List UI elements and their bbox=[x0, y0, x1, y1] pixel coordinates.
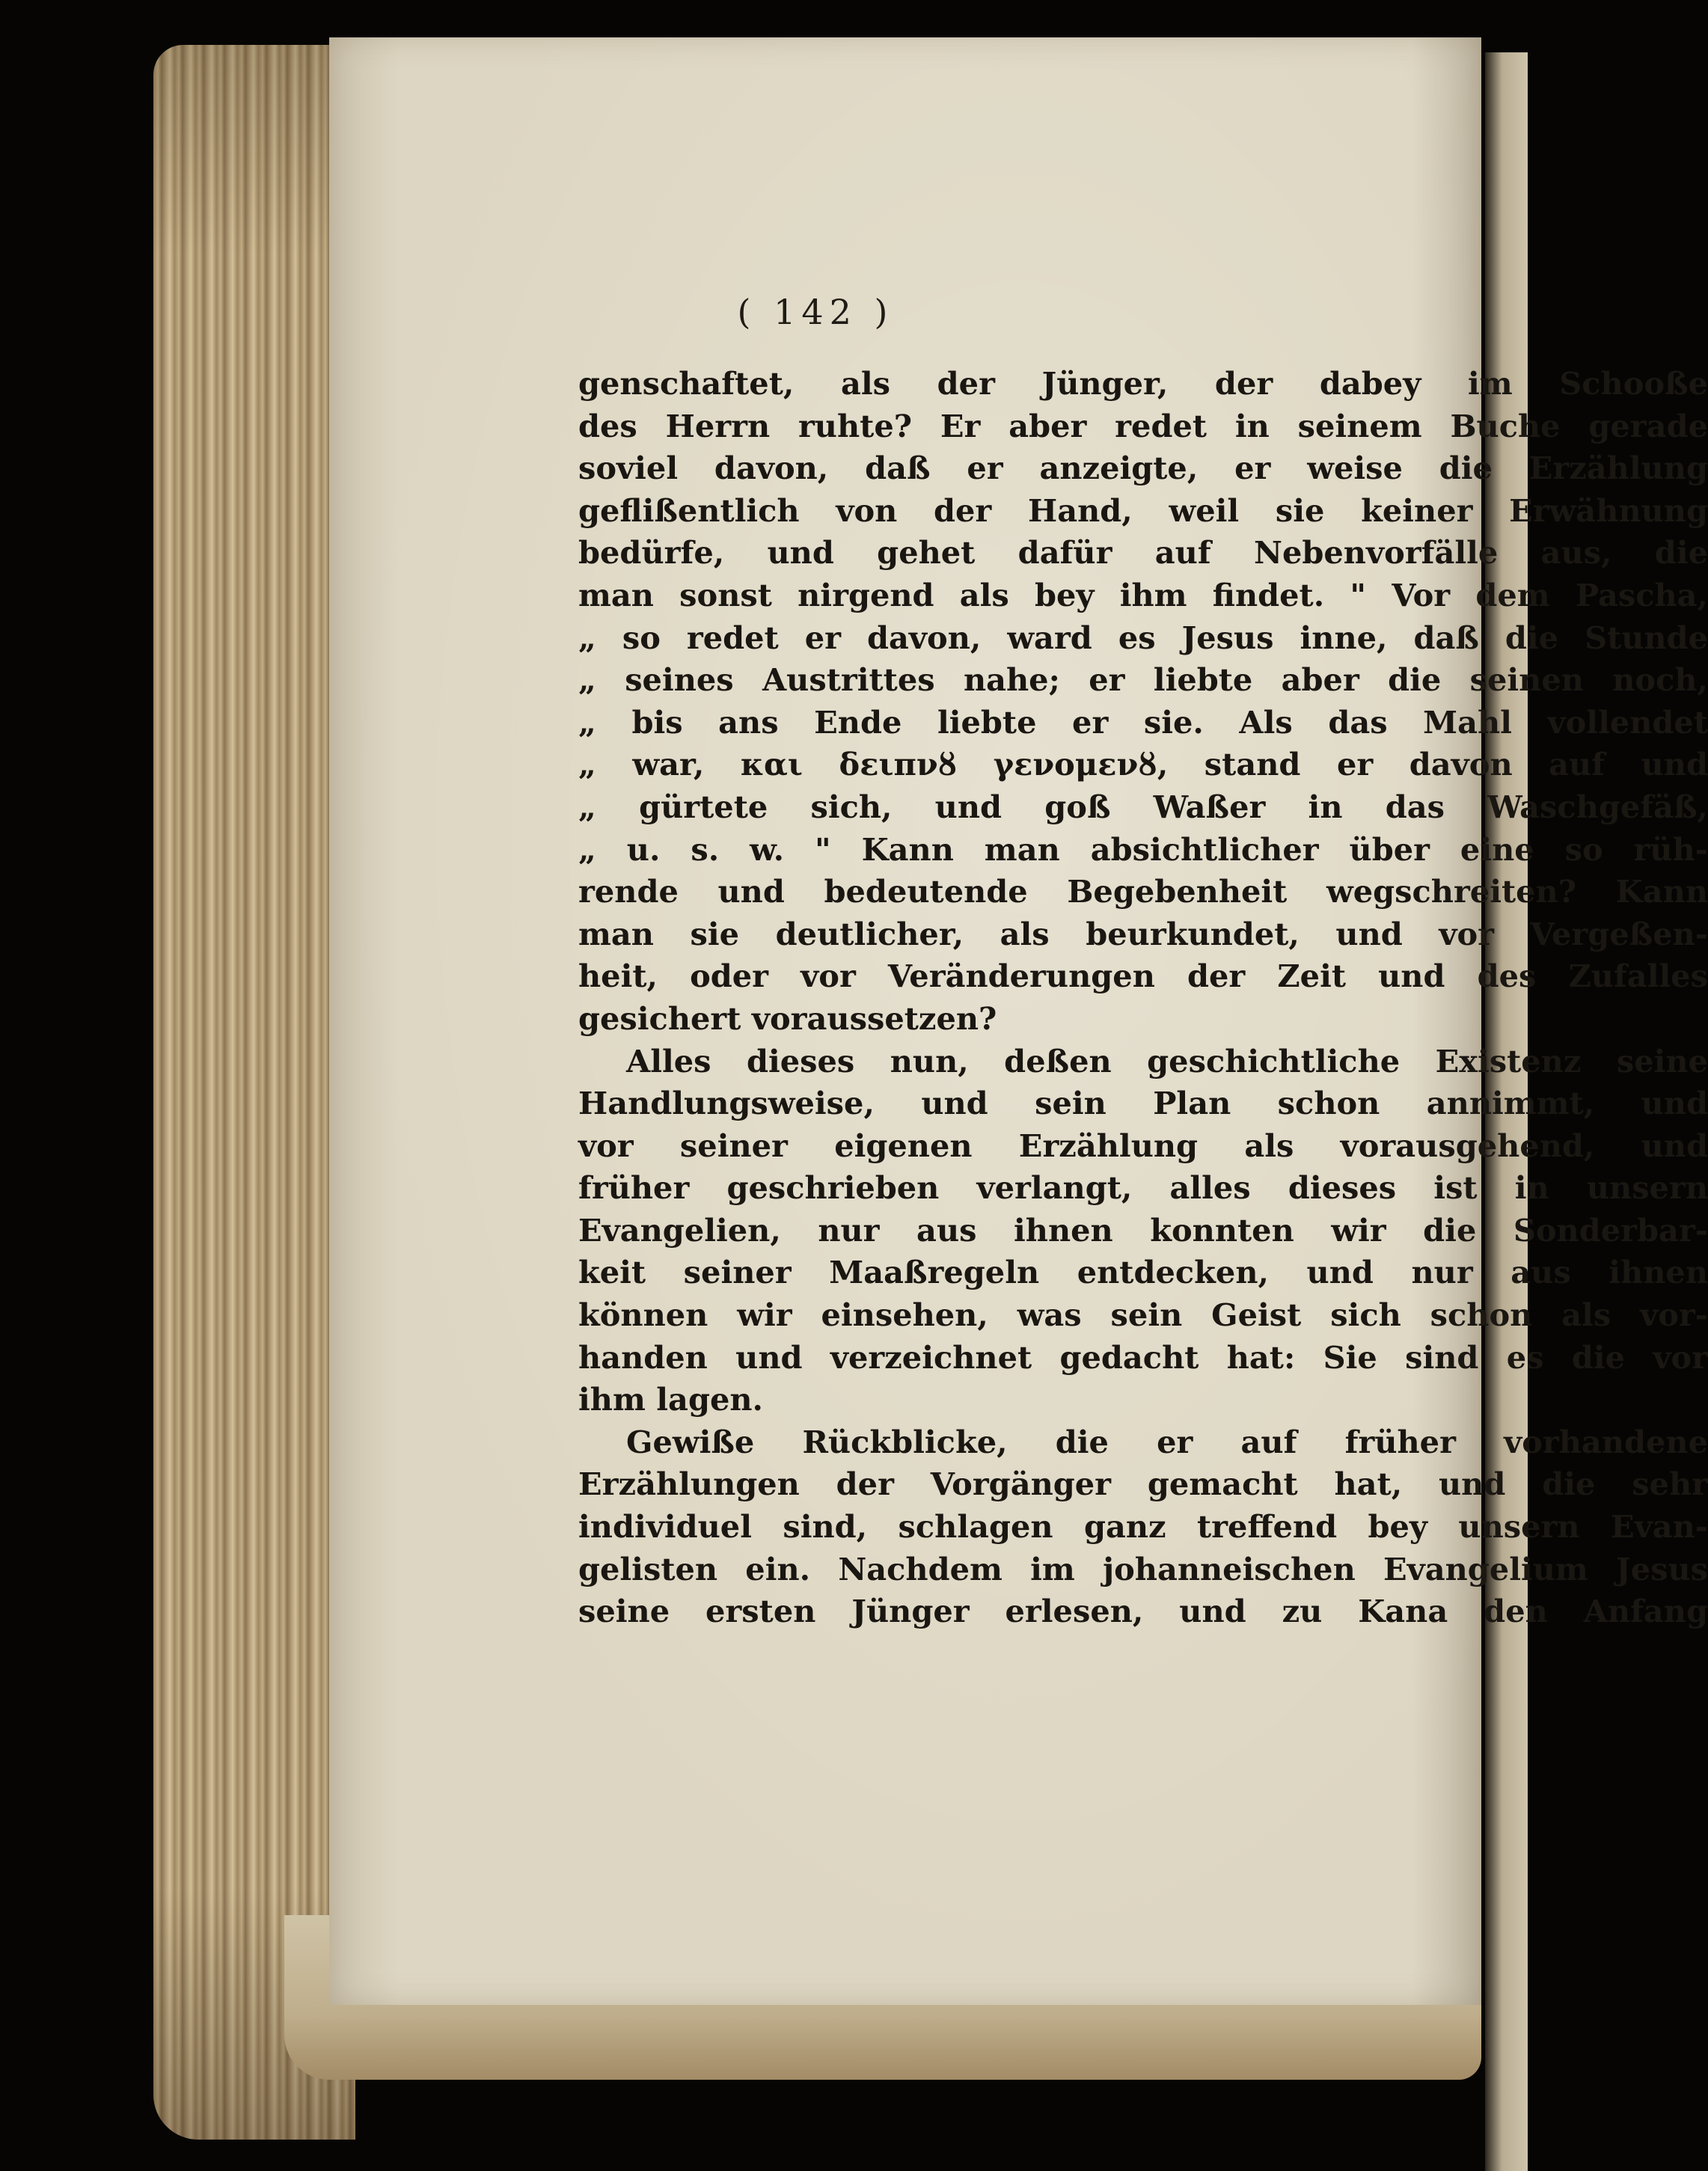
quote-line: „ u. s. w. " Kann man absichtlicher über eine so rüh- bbox=[578, 830, 1708, 868]
quote-line: „ war, και δειπνȣ γενομενȣ, stand er davon auf und bbox=[578, 746, 1708, 783]
text-line: des Herrn ruhte? Er aber redet in seinem Buche gerade bbox=[578, 407, 1708, 444]
text-line: keit seiner Maaßregeln entdecken, und nur aus ihnen bbox=[578, 1254, 1708, 1291]
text-line: geflißentlich von der Hand, weil sie keiner Erwähnung bbox=[578, 492, 1708, 529]
text-line: gelisten ein. Nachdem im johanneischen Evangelium Jesus bbox=[578, 1550, 1708, 1587]
paragraph-start-line: Gewiße Rückblicke, die er auf früher vorhandene bbox=[626, 1423, 1708, 1460]
text-line: früher geschrieben verlangt, alles dieses ist in unsern bbox=[578, 1169, 1708, 1207]
text-line: rende und bedeutende Begebenheit wegschreiten? Kann bbox=[578, 873, 1708, 910]
text-line: handen und verzeichnet gedacht hat: Sie sind es die vor bbox=[578, 1338, 1708, 1376]
text-line: Evangelien, nur aus ihnen konnten wir die Sonderbar- bbox=[578, 1211, 1708, 1249]
text-line: Handlungsweise, und sein Plan schon annimmt, und bbox=[578, 1085, 1708, 1122]
body-text bbox=[578, 363, 1708, 1633]
book-page bbox=[329, 37, 1708, 2005]
text-line: man sonst nirgend als bey ihm findet. " Vor dem Pascha, bbox=[578, 576, 1708, 613]
text-line: ihm lagen. bbox=[578, 1381, 763, 1418]
text-line: Erzählungen der Vorgänger gemacht hat, und die sehr bbox=[578, 1466, 1708, 1503]
stacked-page-edges bbox=[153, 45, 355, 2140]
text-line: seine ersten Jünger erlesen, und zu Kana den Anfang bbox=[578, 1593, 1708, 1630]
page-number: ( 142 ) bbox=[737, 292, 894, 332]
text-line: man sie deutlicher, als beurkundet, und vor Vergeßen- bbox=[578, 915, 1708, 952]
text-line: soviel davon, daß er anzeigte, er weise die Erzählung bbox=[578, 450, 1708, 487]
text-line: individuel sind, schlagen ganz treffend bey unsern Evan- bbox=[578, 1508, 1708, 1546]
quote-line: „ bis ans Ende liebte er sie. Als das Mahl vollendet bbox=[578, 703, 1708, 741]
text-line: vor seiner eigenen Erzählung als vorausgehend, und bbox=[578, 1127, 1708, 1164]
text-line: gesichert voraussetzen? bbox=[578, 999, 997, 1037]
quote-line: „ so redet er davon, ward es Jesus inne, daß die Stunde bbox=[578, 619, 1708, 656]
text-line: genschaftet, als der Jünger, der dabey im Schooße bbox=[578, 365, 1708, 402]
quote-line: „ gürtete sich, und goß Waßer in das Waschgefäß, bbox=[578, 788, 1708, 825]
text-line: heit, oder vor Veränderungen der Zeit und des Zufalles bbox=[578, 958, 1708, 995]
quote-line: „ seines Austrittes nahe; er liebte aber die seinen noch, bbox=[578, 661, 1708, 699]
text-line: bedürfe, und gehet dafür auf Nebenvorfälle aus, die bbox=[578, 534, 1708, 572]
paragraph-start-line: Alles dieses nun, deßen geschichtliche Existenz seine bbox=[626, 1042, 1708, 1080]
text-line: können wir einsehen, was sein Geist sich schon als vor- bbox=[578, 1296, 1708, 1334]
